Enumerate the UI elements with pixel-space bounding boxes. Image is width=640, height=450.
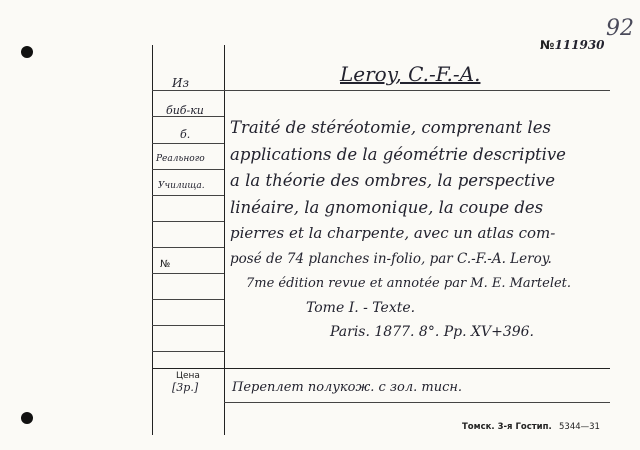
provenance-line: Из <box>172 76 190 90</box>
title-line: Traité de stéréotomie, comprenant les <box>230 118 551 137</box>
inventory-label: № <box>540 38 555 52</box>
left-margin-rule <box>152 45 153 435</box>
provenance-line: Училища. <box>158 181 205 191</box>
title-line: linéaire, la gnomonique, la coupe des <box>230 198 544 217</box>
title-line: posé de 74 planches in-folio, par C.-F.-A. Leroy. <box>230 251 552 267</box>
provenance-line: Реального <box>156 154 205 164</box>
provenance-line: биб-ки <box>166 104 204 117</box>
price-section-rule <box>152 368 610 369</box>
ruled-line <box>152 90 610 91</box>
punch-hole-bottom <box>21 412 33 424</box>
author-heading: Leroy, C.-F.-A. <box>340 62 481 86</box>
title-line: a la théorie des ombres, la perspective <box>230 171 555 190</box>
folio-number: 92 <box>606 16 634 41</box>
ruled-line <box>152 195 224 196</box>
price-label: Цена <box>176 371 200 381</box>
ruled-line <box>152 273 224 274</box>
title-line: applications de la géométrie descriptive <box>230 145 566 164</box>
inventory-stamp <box>540 38 605 52</box>
punch-hole-top <box>21 46 33 58</box>
edition-statement: 7me édition revue et annotée par M. E. Martelet. <box>246 276 572 291</box>
ruled-line <box>152 247 224 248</box>
volume-statement: Tome I. - Texte. <box>306 300 416 316</box>
price-value: [3р.] <box>172 381 199 394</box>
inventory-number: 111930 <box>554 38 605 52</box>
binding-note: Переплет полукож. с зол. тисн. <box>232 380 463 395</box>
printer-imprint: Томск. 3-я Гостип. <box>462 422 552 432</box>
provenance-line: б. <box>180 128 191 141</box>
ruled-line <box>152 221 224 222</box>
center-rule <box>224 45 225 435</box>
binding-rule <box>224 402 610 403</box>
title-line: pierres et la charpente, avec un atlas com- <box>230 224 556 242</box>
ruled-line <box>152 351 224 352</box>
ruled-line <box>152 143 224 144</box>
ruled-line <box>152 169 224 170</box>
ruled-line <box>152 299 224 300</box>
print-order-number: 5344—31 <box>559 422 600 432</box>
number-sign-label: № <box>160 259 171 270</box>
imprint-statement: Paris. 1877. 8°. Pp. XV+396. <box>330 324 534 340</box>
ruled-line <box>152 325 224 326</box>
